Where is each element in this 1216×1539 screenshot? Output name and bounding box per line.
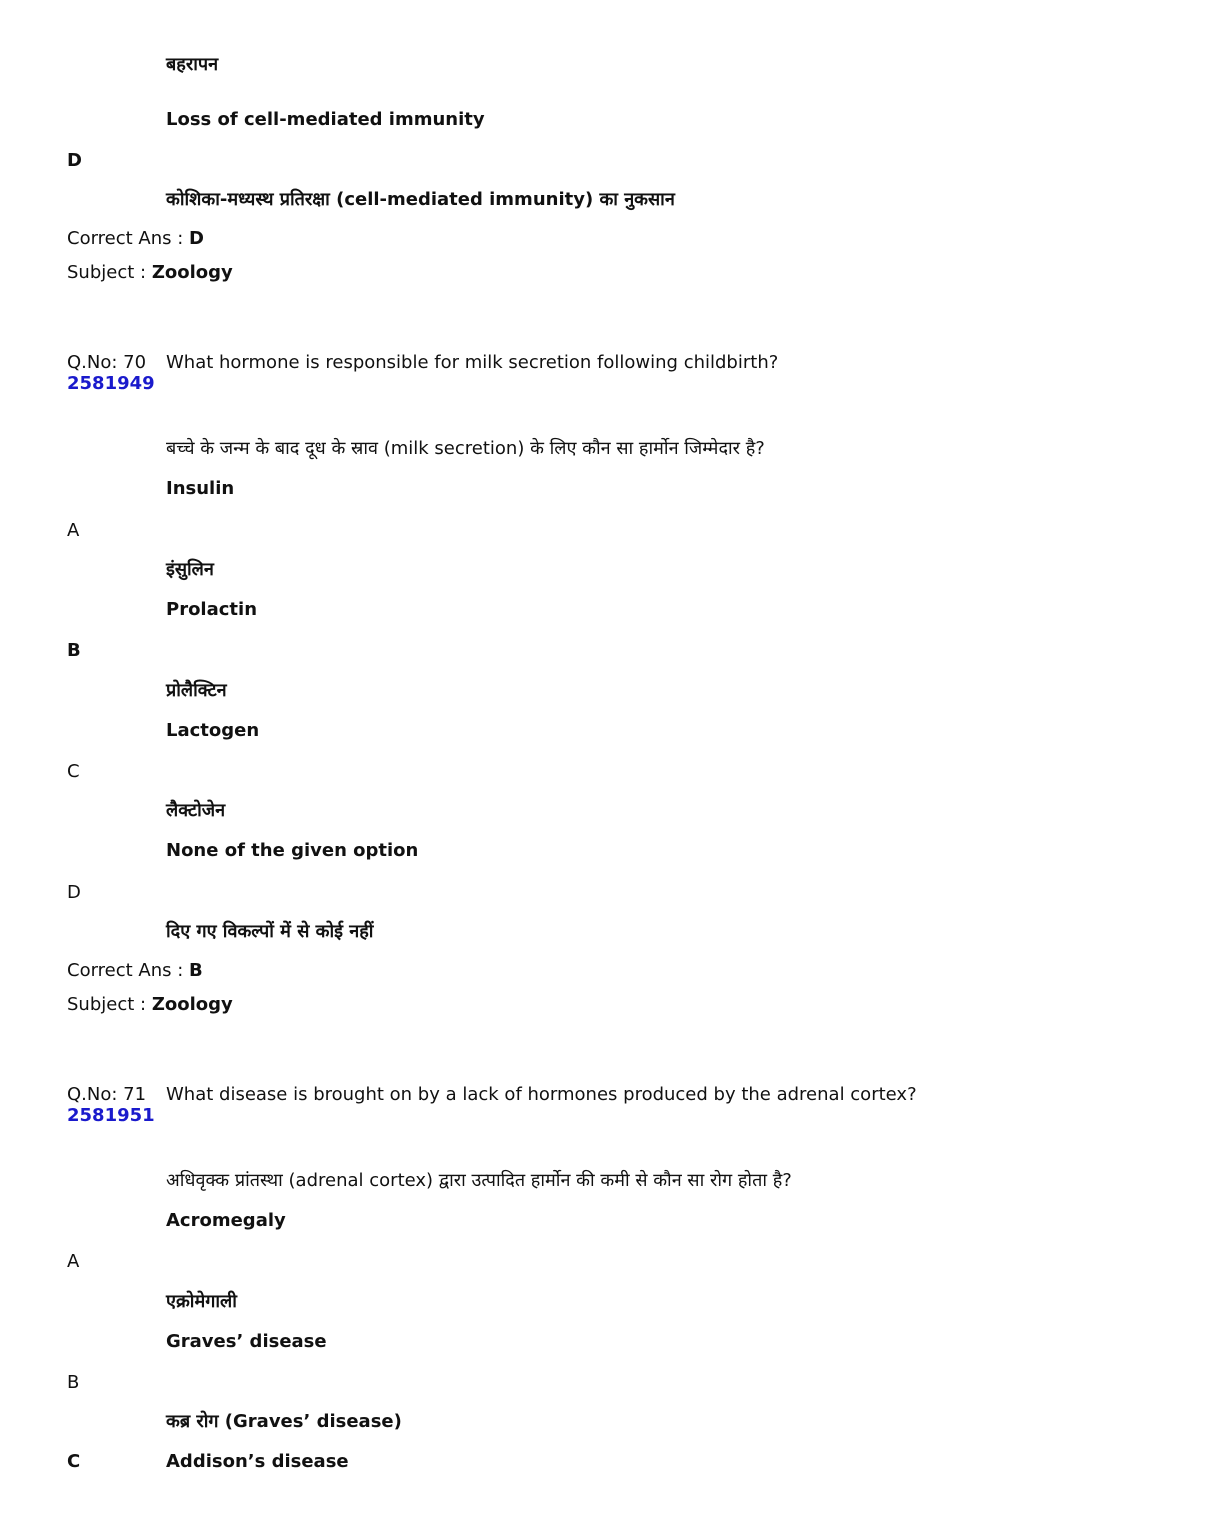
q70-option-b-letter: B [67,640,81,661]
q69-option-d-english: Loss of cell-mediated immunity [166,109,485,130]
q71-option-a-hindi: एक्रोमेगाली [166,1291,237,1312]
q71-option-b-english: Graves’ disease [166,1331,327,1352]
subject-value: Zoology [151,262,233,283]
q70-option-c-hindi: लैक्टोजेन [166,800,226,821]
q69-option-d-letter: D [67,150,82,171]
correct-answer-label: Correct Ans : [67,228,184,249]
q71-question-id: 2581951 [67,1105,155,1126]
q69-correct-answer [67,230,204,248]
q70-question-english: What hormone is responsible for milk secretion following childbirth? [166,352,779,373]
q70-question-hindi: बच्चे के जन्म के बाद दूध के स्राव (milk secretion) के लिए कौन सा हार्मोन जिम्मेदार है? [166,438,765,459]
q70-option-a-english: Insulin [166,478,235,499]
q71-option-a-letter: A [67,1251,80,1272]
q70-number: Q.No: 70 [67,352,147,373]
q69-subject [67,264,233,282]
q71-option-a-english: Acromegaly [166,1210,286,1231]
correct-answer-label: Correct Ans : [67,960,184,981]
q70-option-a-hindi: इंसुलिन [166,559,214,580]
q70-option-d-letter: D [67,882,81,903]
q71-option-c-letter: C [67,1451,81,1472]
subject-label: Subject : [67,994,147,1015]
q70-correct-answer [67,962,203,980]
q71-option-b-hindi: कब्र रोग (Graves’ disease) [166,1411,402,1432]
q70-option-d-english: None of the given option [166,840,419,861]
q70-option-c-letter: C [67,761,80,782]
q69-option-c-hindi: बहरापन [166,54,219,75]
subject-label: Subject : [67,262,147,283]
correct-answer-value: B [189,960,203,981]
q69-option-d-hindi: कोशिका-मध्यस्थ प्रतिरक्षा (cell-mediated immunity) का नुकसान [166,189,675,210]
q70-option-d-hindi: दिए गए विकल्पों में से कोई नहीं [166,921,374,942]
q70-option-a-letter: A [67,520,80,541]
q70-subject [67,996,233,1014]
q71-option-c-english: Addison’s disease [166,1451,349,1472]
q71-number: Q.No: 71 [67,1084,147,1105]
correct-answer-value: D [189,228,204,249]
q71-question-english: What disease is brought on by a lack of hormones produced by the adrenal cortex? [166,1084,917,1105]
q70-option-c-english: Lactogen [166,720,260,741]
q70-option-b-hindi: प्रोलैक्टिन [166,680,227,701]
q71-option-b-letter: B [67,1372,80,1393]
subject-value: Zoology [151,994,233,1015]
q70-question-id: 2581949 [67,373,155,394]
q71-question-hindi: अधिवृक्क प्रांतस्था (adrenal cortex) द्वारा उत्पादित हार्मोन की कमी से कौन सा रोग होता है? [166,1170,792,1191]
q70-option-b-english: Prolactin [166,599,258,620]
